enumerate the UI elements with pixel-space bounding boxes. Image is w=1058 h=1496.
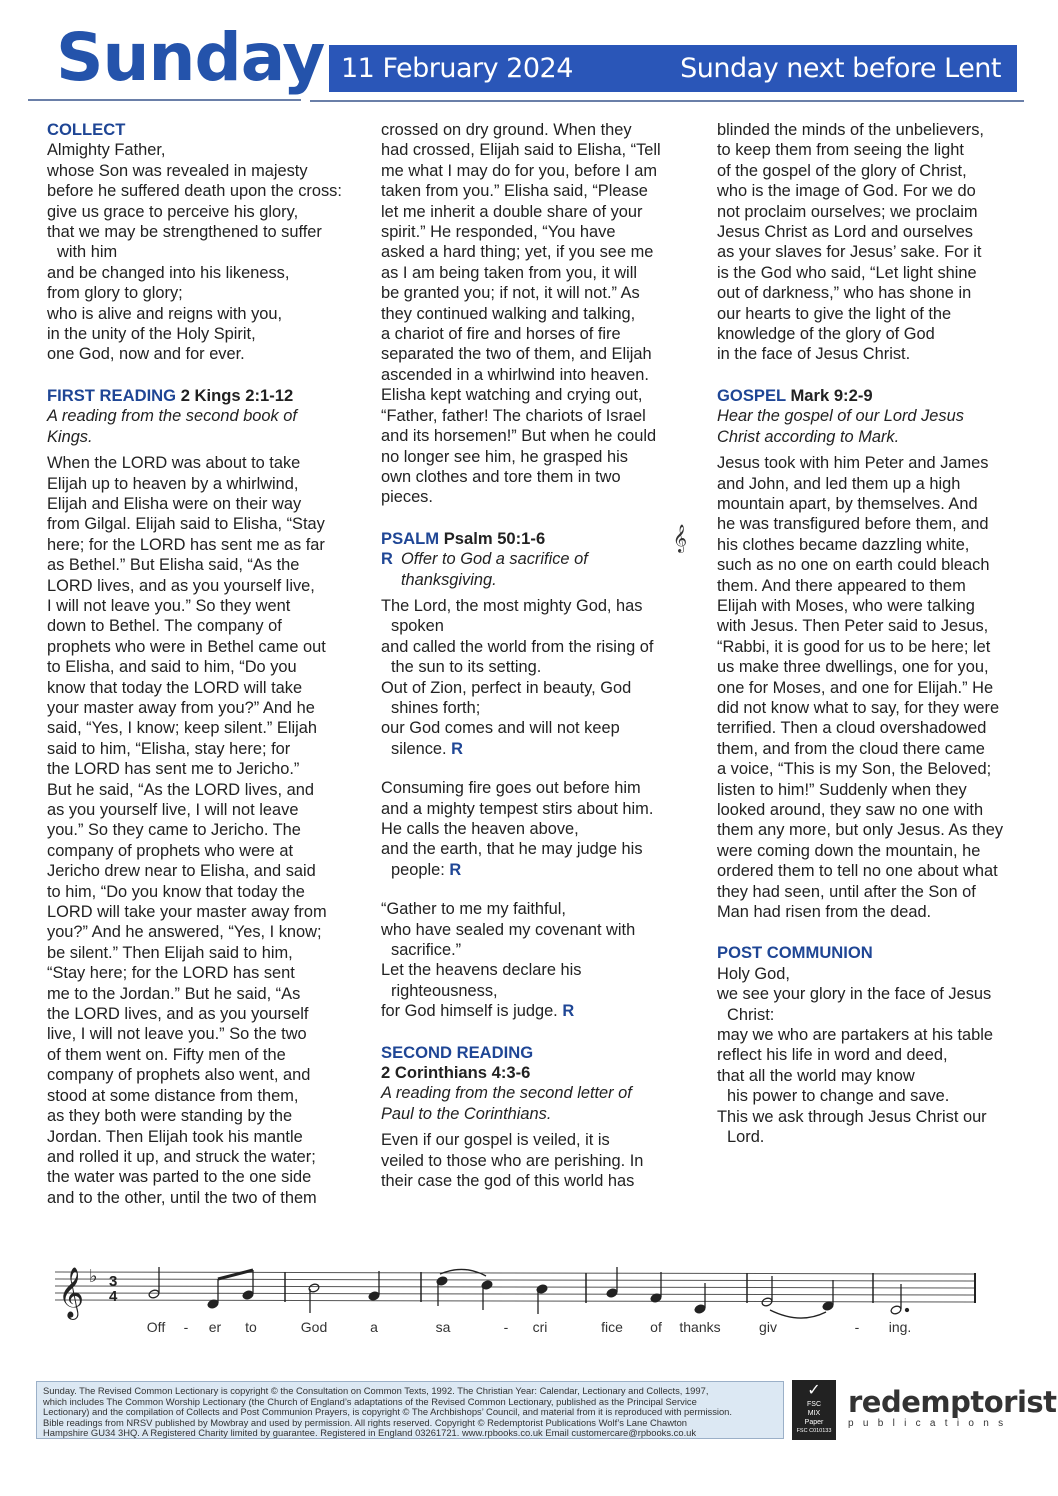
reading-line: and its horsemen!” But when he could (381, 427, 657, 446)
reading-line: “Father, father! The chariots of Israel (381, 406, 646, 425)
note-dotted-half (890, 1305, 902, 1315)
fsc-logo (792, 1380, 836, 1440)
first-reading-reference: 2 Kings 2:1-12 (180, 385, 294, 405)
prayer-line: Holy God, (717, 964, 790, 983)
header-rule-left (28, 99, 301, 101)
reading-line: knowledge of the glory of God (717, 325, 935, 344)
note-quarter (368, 1291, 380, 1301)
reading-line: When the LORD was about to take (47, 454, 301, 473)
time-sig-top: 3 (109, 1273, 118, 1290)
reading-line: said to him, “Elisha, stay here; for (47, 739, 291, 758)
gospel-line: listen to him!” Suddenly when they (717, 780, 967, 799)
reading-line: had crossed, Elijah said to Elisha, “Tell (381, 141, 661, 160)
gospel-line: ordered them to tell no one about what (717, 862, 998, 881)
reading-line: spirit.” He responded, “You have (381, 223, 616, 242)
intro-line: Hear the gospel of our Lord Jesus (717, 407, 964, 426)
psalm-line: righteousness, (391, 981, 498, 1000)
second-reading-text-continued (717, 120, 1043, 365)
post-communion-section (717, 943, 1043, 1147)
fsc-paper: Paper (804, 1419, 824, 1426)
column-1 (47, 120, 369, 1208)
gospel-intro (717, 406, 1043, 447)
reading-line: know that today the LORD will take (47, 678, 303, 697)
tie (770, 1310, 826, 1318)
gospel-line: such as no one on earth could bleach (717, 556, 990, 575)
reading-line: they continued walking and talking, (381, 304, 636, 323)
reading-line: But he said, “As the LORD lives, and (47, 780, 314, 799)
gospel-line: he was transfigured before them, and (717, 515, 989, 534)
reading-line: no longer see him, he grasped his (381, 447, 628, 466)
staff-line (55, 1279, 975, 1281)
lyric-syllable: giv (759, 1319, 777, 1335)
reading-line: company of prophets who were at (47, 841, 293, 860)
reading-line: Even if our gospel is veiled, it is (381, 1131, 610, 1150)
lyric-syllable: sa (435, 1319, 451, 1335)
reading-line: taken from you.” Elisha said, “Please (381, 182, 648, 201)
collect-line: from glory to glory; (47, 284, 183, 303)
reading-line: Jesus Christ as Lord and ourselves (717, 223, 973, 242)
psalm-line: He calls the heaven above, (381, 820, 579, 838)
reading-line: LORD will take your master away from (47, 903, 327, 922)
lyric-syllable: - (183, 1319, 189, 1335)
second-reading-intro (381, 1083, 707, 1124)
note-half (148, 1289, 160, 1299)
reading-line: Jordan. Then Elijah took his mantle (47, 1127, 303, 1146)
reading-line: crossed on dry ground. When they (381, 121, 632, 139)
collect-line: that we may be strengthened to suffer (47, 223, 322, 242)
second-reading-label: SECOND READING (381, 1042, 534, 1062)
collect-line: and be changed into his likeness, (47, 263, 290, 282)
gospel-line: one for Moses, and one for Elijah.” He (717, 678, 994, 697)
reading-line: and rolled it up, and struck the water; (47, 1147, 316, 1166)
response-marker: R (451, 739, 463, 758)
lyric-syllable: fice (601, 1319, 623, 1335)
gospel-line: them. And there appeared to them (717, 576, 966, 595)
prayer-line: his power to change and save. (727, 1087, 950, 1106)
fsc-label: FSC (807, 1401, 821, 1408)
reading-line: asked a hard thing; yet, if you see me (381, 243, 654, 262)
prayer-line: Lord. (727, 1128, 765, 1147)
lyric-syllable: of (650, 1319, 662, 1335)
reading-line: me what I may do for you, before I am (381, 161, 658, 180)
reading-line: down to Bethel. The company of (47, 617, 282, 636)
reading-line: to him, “Do you know that today the (47, 882, 305, 901)
lyric-syllable: ing. (888, 1319, 912, 1335)
reading-line: separated the two of them, and Elijah (381, 345, 652, 364)
gospel-line: mountain apart, by themselves. And (717, 494, 978, 513)
lyric-syllable: a (370, 1319, 378, 1335)
collect-line: in the unity of the Holy Spirit, (47, 325, 256, 344)
note-quarter (606, 1288, 618, 1298)
collect-line: who is alive and reigns with you, (47, 304, 283, 323)
reading-line: and to the other, until the two of them (47, 1188, 317, 1207)
reading-line: the LORD has sent me to Jericho.” (47, 760, 300, 779)
reading-line: from Gilgal. Elijah said to Elisha, “Stay (47, 515, 325, 534)
psalm-line: Consuming fire goes out before him (381, 779, 641, 798)
reading-line: as they both were standing by the (47, 1107, 293, 1126)
gospel-line: were coming down the mountain, he (717, 841, 981, 860)
gospel-line: they had seen, until after the Son of (717, 882, 976, 901)
psalm-stanza (381, 899, 707, 1021)
gospel-line: with Jesus. Then Peter said to Jesus, (717, 617, 989, 636)
second-reading-reference: 2 Corinthians 4:3-6 (381, 1063, 531, 1083)
gospel-reference: Mark 9:2-9 (790, 385, 873, 405)
reading-line: I will not leave you.” So they went (47, 596, 291, 615)
gospel-line: his clothes became dazzling white, (717, 535, 970, 554)
reading-line: to Elisha, and said to him, “Do you (47, 658, 297, 677)
collect-line: whose Son was revealed in majesty (47, 161, 308, 180)
reading-line: of the gospel of the glory of Christ, (717, 161, 967, 180)
first-reading-section (47, 386, 369, 1208)
note-quarter (822, 1301, 834, 1311)
reading-line: the LORD lives, and as you yourself (47, 1005, 309, 1024)
dot (906, 1309, 909, 1312)
collect-section (47, 120, 369, 365)
gospel-line: Jesus took with him Peter and James (717, 454, 989, 473)
tree-icon: ✓ (807, 1382, 821, 1399)
staff-line (55, 1293, 975, 1295)
second-reading-text (381, 1130, 707, 1191)
collect-line: Almighty Father, (47, 141, 166, 160)
copyright-line: Lectionary) and the compilation of Collects and Post Communion Prayers, is copyright © The Archbishops’ Council, and material from it is reproduced with permission. (43, 1406, 732, 1418)
psalm-line: sacrifice.” (391, 941, 462, 960)
gospel-line: “Rabbi, it is good for us to be here; let (717, 637, 991, 656)
column-2 (381, 120, 707, 1192)
post-communion-heading: POST COMMUNION (717, 943, 873, 963)
lyric-syllable: - (503, 1319, 509, 1335)
psalm-response-music (0, 1240, 1058, 1360)
psalm-line: “Gather to me my faithful, (381, 900, 566, 919)
psalm-section (381, 524, 707, 1022)
psalm-line: The Lord, the most mighty God, has (381, 596, 643, 615)
response-line: Offer to God a sacrifice of (401, 550, 588, 569)
reading-line: in the face of Jesus Christ. (717, 345, 911, 364)
prayer-line: This we ask through Jesus Christ our (717, 1107, 987, 1126)
lyric-syllable: cri (532, 1319, 548, 1335)
staff-line (55, 1286, 975, 1288)
psalm-stanza (381, 778, 707, 880)
reading-line: company of prophets also went, and (47, 1066, 311, 1085)
reading-line: their case the god of this world has (381, 1172, 635, 1191)
intro-line: Christ according to Mark. (717, 427, 900, 446)
note-eighth (242, 1290, 254, 1300)
lyric-syllable: - (854, 1319, 860, 1335)
gospel-line: a voice, “This is my Son, the Beloved; (717, 760, 992, 779)
day-title: Sunday (56, 19, 325, 96)
reading-line: here; for the LORD has sent me as far (47, 535, 325, 554)
psalm-line: and a mighty tempest stirs about him. (381, 799, 654, 818)
publisher-logo (848, 1387, 1057, 1429)
gospel-line: us make three dwellings, one for you, (717, 658, 989, 677)
note-quarter (694, 1304, 706, 1314)
reading-line: be granted you; if not, it will not.” As (381, 284, 640, 303)
reading-line: pieces. (381, 488, 433, 507)
reading-line: be silent.” Then Elijah said to him, (47, 943, 293, 962)
reading-line: our hearts to give the light of the (717, 304, 952, 323)
gospel-section (717, 386, 1043, 923)
gospel-line: them, and from the cloud there came (717, 739, 985, 758)
psalm-line: Let the heavens declare his (381, 961, 582, 980)
prayer-line: we see your glory in the face of Jesus (717, 985, 992, 1004)
response-marker: R (562, 1002, 575, 1021)
first-reading-heading (47, 386, 369, 406)
psalm-line: Out of Zion, perfect in beauty, God (381, 678, 632, 697)
reading-line: the water was parted to the one side (47, 1168, 312, 1187)
psalm-response (381, 549, 707, 590)
gospel-line: looked around, they saw no one with (717, 801, 984, 819)
flat-icon: ♭ (89, 1266, 98, 1286)
psalm-line: for God himself is judge. R (381, 1002, 575, 1021)
gospel-line: Elijah with Moses, who were talking (717, 596, 975, 615)
prayer-line: reflect his life in word and deed, (717, 1046, 948, 1065)
copyright-line: Sunday. The Revised Common Lectionary is copyright © the Consultation on Common Texts, 1992. The Christian Year: Calendar, Lectionary and Collects, 1997, (43, 1385, 709, 1396)
reading-line: who is the image of God. For we do (717, 182, 976, 201)
post-communion-text (717, 964, 1043, 1148)
reading-line: as your slaves for Jesus’ sake. For it (717, 243, 982, 262)
copyright-line: Hampshire GU34 3HQ. A Registered Charity limited by guarantee. Registered in England 03261721. www.rpbooks.co.uk Email customercare@rpbooks.co.uk (43, 1427, 697, 1439)
staff-line (55, 1272, 975, 1274)
gospel-line: did not know what to say, for they were (717, 698, 1000, 717)
page-header (0, 0, 1058, 110)
reading-line: Elisha kept watching and crying out, (381, 386, 643, 405)
reading-line: not proclaim ourselves; we proclaim (717, 202, 978, 221)
reading-line: Jericho drew near to Elisha, and said (47, 862, 316, 881)
time-sig-bottom: 4 (109, 1288, 118, 1305)
psalm-label: PSALM (381, 528, 440, 548)
reading-line: a chariot of fire and horses of fire (381, 325, 621, 344)
psalm-line: and called the world from the rising of (381, 637, 654, 656)
prayer-line: Christ: (727, 1005, 775, 1024)
psalm-line: and the earth, that he may judge his (381, 840, 643, 859)
reading-line: prophets who were in Bethel came out (47, 637, 326, 656)
collect-line: give us grace to perceive his glory, (47, 202, 299, 221)
psalm-line: the sun to its setting. (391, 658, 542, 677)
collect-heading: COLLECT (47, 120, 126, 139)
first-reading-label: FIRST READING (47, 385, 177, 405)
liturgical-occasion: Sunday next before Lent (680, 53, 1001, 84)
gospel-label: GOSPEL (717, 385, 786, 405)
fsc-code: FSC C010133 (796, 1428, 832, 1434)
treble-clef-icon: 𝄞 (672, 524, 687, 552)
gospel-line: terrified. Then a cloud overshadowed (717, 719, 987, 738)
first-reading-intro (47, 406, 369, 447)
intro-line: Kings. (47, 427, 93, 446)
reading-line: Elijah up to heaven by a whirlwind, (47, 474, 299, 493)
publisher-subtitle: publications (848, 1418, 1013, 1429)
collect-line: before he suffered death upon the cross: (47, 182, 342, 201)
gospel-heading (717, 386, 1043, 406)
reading-line: let me inherit a double share of your (381, 202, 643, 221)
reading-line: of them went on. Fifty men of the (47, 1045, 286, 1064)
column-3 (717, 120, 1043, 1148)
psalm-line: spoken (391, 617, 444, 636)
reading-line: own clothes and tore them in two (381, 467, 621, 486)
reading-line: out of darkness,” who has shone in (717, 284, 972, 303)
response-marker: R (449, 860, 462, 879)
reading-line: as I am being taken from you, it will (381, 263, 637, 282)
reading-line: you.” So they came to Jericho. The (47, 821, 301, 840)
psalm-line: shines forth; (391, 698, 481, 717)
psalm-stanza (381, 596, 707, 759)
intro-line: A reading from the second letter of (381, 1084, 632, 1103)
reading-line: “Stay here; for the LORD has sent (47, 964, 295, 983)
reading-line: LORD lives, and as you yourself live, (47, 576, 315, 595)
first-reading-text-continued (381, 120, 707, 508)
response-line: thanksgiving. (401, 570, 497, 589)
gospel-line: and John, and led them up a high (717, 474, 961, 493)
first-reading-text (47, 453, 369, 1208)
reading-line: me to the Jordan.” But he said, “As (47, 984, 301, 1003)
treble-clef-icon: 𝄞 (58, 1268, 85, 1317)
gospel-text (717, 453, 1043, 922)
collect-line: one God, now and for ever. (47, 345, 245, 364)
lyric-syllable: God (300, 1319, 328, 1335)
psalm-heading (381, 524, 707, 552)
psalm-line: our God comes and will not keep (381, 719, 620, 738)
publisher-name: redemptorist (848, 1385, 1057, 1419)
collect-text (47, 140, 369, 364)
reading-line: said, “Yes, I know; keep silent.” Elijah (47, 719, 317, 738)
reading-line: you?” And he answered, “Yes, I know; (47, 923, 322, 942)
psalm-reference: Psalm 50:1-6 (443, 528, 546, 548)
copyright-line: which includes The Common Worship Lectionary (the Church of England’s adaptations of the Revised Common Lectionary, published as the Principal Service (43, 1395, 697, 1407)
reading-line: is the God who said, “Let light shine (717, 263, 977, 282)
prayer-line: may we who are partakers at his table (717, 1026, 994, 1045)
collect-line: with him (57, 243, 118, 262)
reading-line: live, I will not leave you.” So the two (47, 1025, 307, 1044)
fsc-mix: MIX (807, 1410, 821, 1417)
gospel-line: them any more, but only Jesus. As they (717, 821, 1004, 840)
reading-line: stood at some distance from them, (47, 1086, 299, 1105)
copyright-notice (36, 1381, 784, 1439)
psalm-line: people: R (391, 860, 462, 879)
header-rule-right (310, 100, 1024, 102)
staff-line (55, 1300, 975, 1302)
date-banner (329, 45, 1017, 92)
lyric-syllable: Off (146, 1319, 166, 1335)
reading-line: Elijah and Elisha were on their way (47, 494, 302, 513)
psalm-line: silence. R (391, 739, 463, 758)
reading-line: to keep them from seeing the light (717, 141, 964, 160)
reading-line: as you yourself live, I will not leave (47, 801, 299, 819)
second-reading-section (381, 1043, 707, 1192)
lyric-syllable: to (245, 1319, 257, 1335)
gospel-line: Man had risen from the dead. (717, 903, 932, 922)
reading-line: blinded the minds of the unbelievers, (717, 121, 984, 139)
reading-line: your master away from you?” And he (47, 698, 315, 717)
reading-line: as Bethel.” But Elisha said, “As the (47, 556, 300, 575)
intro-line: A reading from the second book of (47, 407, 297, 426)
response-marker: R (381, 550, 393, 569)
reading-line: veiled to those who are perishing. In (381, 1151, 644, 1170)
intro-line: Paul to the Corinthians. (381, 1104, 552, 1123)
psalm-line: who have sealed my covenant with (381, 920, 636, 939)
prayer-line: that all the world may know (717, 1066, 915, 1085)
lyric-syllable: thanks (679, 1319, 721, 1335)
reading-line: ascended in a whirlwind into heaven. (381, 365, 649, 384)
copyright-line: Bible readings from NRSV published by Mowbray and used by permission. All rights reserved. Copyright © Redemptorist Publications Wolf’s Lane Chawton (43, 1416, 688, 1428)
service-date: 11 February 2024 (341, 53, 573, 84)
lyric-syllable: er (208, 1319, 222, 1335)
